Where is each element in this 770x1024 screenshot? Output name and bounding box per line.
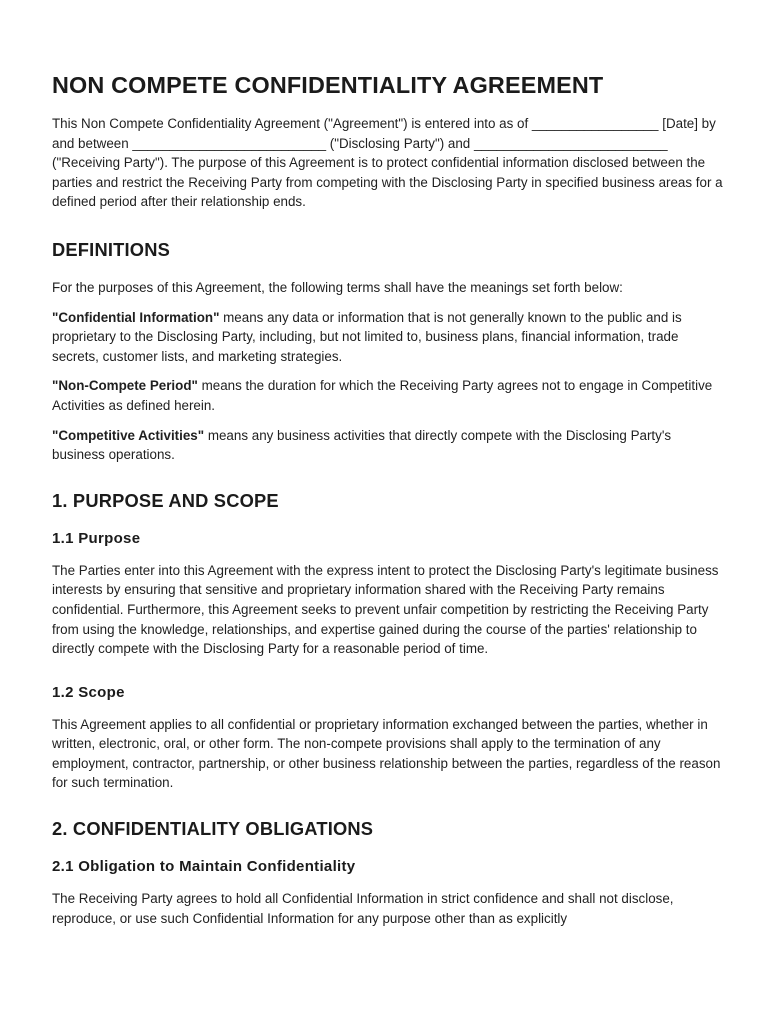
definition-text: means any data or information that is not generally known to the public and is proprietary to the Disclosing Party, including, but not limited to, business plans, financial information, trade secrets, customer lists, and marketing strategies. [52, 309, 682, 364]
definitions-lead: For the purposes of this Agreement, the following terms shall have the meanings set forth below: [52, 279, 623, 295]
section-1-2-heading: 1.2 Scope [52, 683, 125, 701]
definition-text: means any business activities that directly compete with the Disclosing Party's business operations. [52, 427, 672, 463]
section-1-1-heading: 1.1 Purpose [52, 529, 141, 547]
definition-non-compete-period [52, 376, 724, 415]
section-1-1-text: The Parties enter into this Agreement with the express intent to protect the Disclosing Party's legitimate business interests by ensuring that sensitive and proprietary information shared with the Receiving Party remains confidential. Furthermore, this Agreement seeks to prevent unfair competition by restricting the Receiving Party from using the knowledge, relationships, and expertise gained during the course of the parties' relationship to directly compete with the Disclosing Party for a reasonable period of time. [52, 562, 719, 657]
definition-competitive-activities [52, 426, 724, 465]
document-page [52, 70, 724, 928]
section-2-1-heading: 2.1 Obligation to Maintain Confidentiality [52, 858, 356, 876]
definition-term: "Non-Compete Period" [52, 378, 198, 394]
section-2-heading: 2. CONFIDENTIALITY OBLIGATIONS [52, 818, 374, 840]
definition-confidential-information [52, 308, 724, 367]
section-2-1-text: The Receiving Party agrees to hold all Confidential Information in strict confidence and shall not disclose, reproduce, or use such Confidential Information for any purpose other than as explicitly [52, 891, 674, 926]
document-title: NON COMPETE CONFIDENTIALITY AGREEMENT [52, 72, 604, 98]
definition-term: "Competitive Activities" [52, 427, 205, 443]
section-1-2-text: This Agreement applies to all confidential or proprietary information exchanged between the parties, whether in written, electronic, oral, or other form. The non-compete provisions shall apply to the termination of any employment, contractor, partnership, or other business relationship between the parties, regardless of the reason for such termination. [52, 716, 721, 791]
section-1-heading: 1. PURPOSE AND SCOPE [52, 489, 279, 511]
definitions-heading: DEFINITIONS [52, 238, 170, 260]
definition-text: means the duration for which the Receiving Party agrees not to engage in Competitive Activities as defined herein. [52, 378, 713, 413]
intro-paragraph: This Non Compete Confidentiality Agreement ("Agreement") is entered into as of _________________ [Date] by and between __________________________ ("Disclosing Party") and __________________________ ("Receiving Party"). The purpose of this Agreement is to protect confidential information disclosed between the parties and restrict the Receiving Party from competing with the Disclosing Party in specified business areas for a defined period after their relationship ends. [52, 116, 723, 210]
definition-term: "Confidential Information" [52, 309, 220, 325]
